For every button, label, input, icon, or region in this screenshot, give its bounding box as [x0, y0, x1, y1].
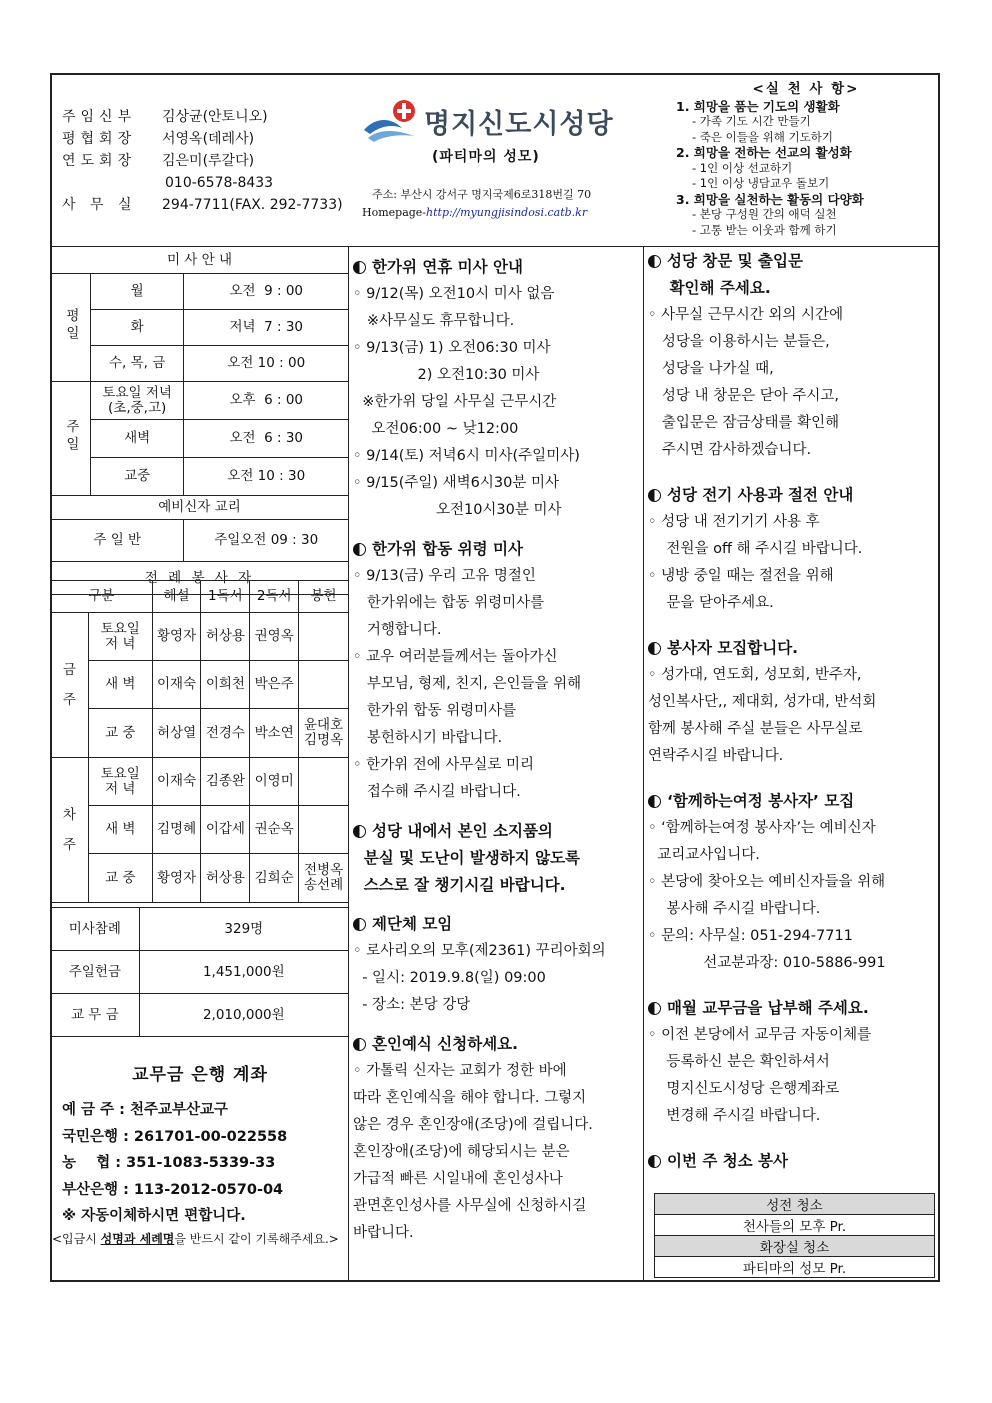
- mass-day: 토요일 저녁 (초,중,고): [90, 382, 184, 420]
- parish-patron: (파티마의 성모): [432, 149, 540, 165]
- section-line: 명지신도시성당 은행계좌로: [648, 1081, 840, 1097]
- section-line: 연락주시길 바랍니다.: [648, 748, 784, 764]
- section-line: ◦ 로사리오의 모후(제2361) 꾸리아회의: [353, 943, 606, 959]
- section-line: 변경해 주시길 바랍니다.: [648, 1108, 821, 1124]
- half-circle-bullet-icon: [648, 1155, 661, 1168]
- mass-time: 오전 6 : 30: [184, 420, 349, 458]
- mass-schedule-table: [50, 246, 349, 595]
- mass-time: 오후 6 : 00: [184, 382, 349, 420]
- staff-role: 사 무 실: [62, 197, 137, 213]
- practice-subitem: - 고통 받는 이웃과 함께 하기: [692, 222, 837, 237]
- section-line: ◦ 이전 본당에서 교무금 자동이체를: [648, 1027, 872, 1043]
- liturgy-cell: 허상용: [201, 613, 250, 661]
- bank-row: 농 협 : 351-1083-5339-33: [62, 1155, 276, 1171]
- half-circle-bullet-icon: [648, 1002, 661, 1015]
- section-heading-text: 제단체 모임: [372, 915, 453, 933]
- half-circle-bullet-icon: [648, 255, 661, 268]
- staff-name: 서영옥(데레사): [162, 131, 255, 147]
- section-line: ◦ 냉방 중일 때는 절전을 위해: [648, 568, 834, 584]
- mass-title: 미 사 안 내: [51, 247, 349, 274]
- stat-label: 주일헌금: [51, 951, 140, 994]
- section-line: 관면혼인성사를 사무실에 신청하시길: [353, 1198, 587, 1214]
- section-line: 전원을 off 해 주시길 바랍니다.: [648, 541, 863, 557]
- cleaning-cell: 성전 청소: [655, 1194, 935, 1215]
- half-circle-bullet-icon: [648, 642, 661, 655]
- half-circle-bullet-icon: [648, 795, 661, 808]
- section-heading: [353, 254, 641, 281]
- liturgy-cell: [299, 806, 349, 854]
- section-heading-text: 봉사자 모집합니다.: [667, 639, 799, 657]
- section-line: ※한가위 당일 사무실 근무시간: [353, 394, 557, 410]
- cleaning-table: [654, 1193, 935, 1278]
- liturgy-group-label: 차 주: [51, 758, 89, 903]
- bank-note-bold: 성명과 세례명: [100, 1231, 175, 1246]
- mass-time: 오전 10 : 30: [184, 458, 349, 496]
- sunday-label: 주일: [62, 419, 79, 454]
- section-heading-text: 성당 창문 및 출입문: [667, 252, 803, 270]
- mass-day: 화: [90, 310, 184, 346]
- staff-role: 평협회장: [62, 131, 137, 147]
- half-circle-bullet-icon: [353, 825, 366, 838]
- section-heading: [648, 995, 938, 1022]
- bank-account-block: [52, 1040, 348, 1247]
- section-line: 2) 오전10:30 미사: [353, 367, 540, 383]
- staff-name: 김상균(안토니오): [162, 109, 268, 125]
- stat-value: 1,451,000원: [139, 951, 348, 994]
- section-line: ◦ 본당에 찾아오는 예비신자들을 위해: [648, 874, 886, 890]
- liturgy-mass-type: 교 중: [88, 709, 152, 758]
- section-line: 접수해 주시길 바랍니다.: [353, 784, 521, 800]
- liturgy-cell: 전병옥 송선례: [299, 854, 349, 903]
- catechumen-title: 예비신자 교리: [51, 496, 349, 520]
- liturgy-group-label: 금 주: [51, 613, 89, 758]
- stat-value: 329명: [139, 908, 348, 951]
- staff-row: [62, 128, 343, 150]
- staff-role: 연도회장: [62, 153, 137, 169]
- stat-label: 미사참례: [51, 908, 140, 951]
- liturgy-cell: 이갑세: [201, 806, 250, 854]
- section-heading: [353, 818, 641, 845]
- section-heading: [353, 911, 641, 938]
- section-line: ◦ 9/13(금) 우리 고유 명절인: [353, 568, 536, 584]
- section-heading: [648, 788, 938, 815]
- stat-value: 2,010,000원: [139, 994, 348, 1037]
- section-line: 가급적 빠른 시일내에 혼인성사나: [353, 1171, 563, 1187]
- practice-subitem: - 가족 기도 시간 만들기: [692, 114, 811, 128]
- staff-row: [62, 172, 343, 194]
- section-heading: [353, 1031, 641, 1058]
- mass-day: 월: [90, 274, 184, 310]
- liturgy-cell: 황영자: [152, 854, 201, 903]
- liturgy-cell: 전경수: [201, 709, 250, 758]
- liturgy-mass-type: 토요일 저 녁: [88, 758, 152, 806]
- right-column: [648, 248, 938, 1175]
- bank-row: 부산은행 : 113-2012-0570-04: [62, 1181, 284, 1198]
- staff-row: [62, 106, 343, 128]
- staff-row: [62, 150, 343, 172]
- catechumen-time: 주일오전 09 : 30: [184, 520, 349, 562]
- liturgy-header: 봉헌: [299, 581, 349, 613]
- practice-list: [676, 82, 936, 238]
- section-line: ◦ 9/12(목) 오전10시 미사 없음: [353, 286, 555, 302]
- mass-day: 수, 목, 금: [90, 346, 184, 382]
- liturgy-cell: 황영자: [152, 613, 201, 661]
- section-heading-text: 성당 내에서 본인 소지품의: [372, 822, 553, 840]
- section-line: ◦ 성당 내 전기기기 사용 후: [648, 514, 820, 530]
- section-line: 성당을 나가실 때,: [648, 361, 774, 377]
- practice-item: 3. 희망을 실천하는 활동의 다양화: [676, 191, 864, 207]
- section-heading-text: 한가위 연휴 미사 안내: [372, 258, 523, 276]
- section-line: ◦ 성가대, 연도회, 성모회, 반주자,: [648, 667, 862, 683]
- section-line: 성당 내 창문은 닫아 주시고,: [648, 388, 839, 404]
- section-heading: [648, 248, 938, 275]
- section-heading-text: 매월 교무금을 납부해 주세요.: [667, 999, 869, 1017]
- bank-note-suffix: 을 반드시 같이 기록해주세요.>: [174, 1231, 339, 1246]
- column-divider-2: [643, 246, 644, 1282]
- liturgy-mass-type: 새 벽: [88, 806, 152, 854]
- liturgy-cell: 이영미: [250, 758, 299, 806]
- section-line: 선교분과장: 010-5886-991: [648, 955, 886, 971]
- liturgy-cell: 김종완: [201, 758, 250, 806]
- mass-time: 저녁 7 : 30: [184, 310, 349, 346]
- section-heading: [648, 482, 938, 509]
- liturgy-cell: 이재숙: [152, 661, 201, 709]
- practice-subitem: - 죽은 이들을 위해 기도하기: [692, 129, 833, 144]
- section-line: 성당을 이용하시는 분들은,: [648, 334, 830, 350]
- section-line: 함께 봉사해 주실 분들은 사무실로: [648, 721, 863, 737]
- liturgy-mass-type: 새 벽: [88, 661, 152, 709]
- section-heading-text: ‘함께하는여정 봉사자’ 모집: [667, 792, 855, 810]
- half-circle-bullet-icon: [353, 1038, 366, 1051]
- staff-role: 주임신부: [62, 109, 137, 125]
- homepage-line: [362, 206, 587, 219]
- section-line: 등록하신 분은 확인하셔서: [648, 1054, 830, 1070]
- liturgy-title: 전 례 봉 사 자: [51, 562, 349, 595]
- stats-table: [50, 907, 349, 1037]
- section-line: - 일시: 2019.9.8(일) 09:00: [353, 970, 546, 986]
- section-line: ◦ 9/15(주일) 새벽6시30분 미사: [353, 475, 559, 491]
- section-line: 따라 혼인예식을 해야 합니다. 그렇지: [353, 1090, 587, 1106]
- liturgy-cell: 박소연: [250, 709, 299, 758]
- liturgy-cell: 김명혜: [152, 806, 201, 854]
- mass-day: 교중: [90, 458, 184, 496]
- section-heading-line: 확인해 주세요.: [648, 279, 771, 297]
- cleaning-cell: 천사들의 모후 Pr.: [655, 1215, 935, 1236]
- staff-list: [62, 106, 343, 216]
- liturgy-cell: 박은주: [250, 661, 299, 709]
- section-heading-text: 한가위 합동 위령 미사: [372, 540, 523, 558]
- section-line: ◦ 교우 여러분들께서는 돌아가신: [353, 649, 558, 665]
- section-line: 거행합니다.: [353, 622, 442, 638]
- section-line: 오전06:00 ~ 낮12:00: [353, 421, 519, 437]
- section-line: 혼인장애(조당)에 해당되시는 분은: [353, 1144, 570, 1160]
- cleaning-cell: 화장실 청소: [655, 1236, 935, 1257]
- section-line: ◦ 한가위 전에 사무실로 미리: [353, 757, 535, 773]
- section-line: - 장소: 본당 강당: [353, 997, 471, 1013]
- staff-name: 294-7711(FAX. 292-7733): [162, 197, 343, 213]
- practice-item: 1. 희망을 품는 기도의 생활화: [676, 98, 840, 114]
- liturgy-header: 해설: [152, 581, 201, 613]
- parish-address: 주소: 부산시 강서구 명지국제6로318번길 70: [372, 188, 592, 201]
- section-line: 출입문은 잠금상태를 확인해: [648, 415, 840, 431]
- parish-logo-icon: [362, 98, 424, 144]
- section-heading: [353, 536, 641, 563]
- liturgy-header: 2독서: [250, 581, 299, 613]
- bank-title: 교무금 은행 계좌: [132, 1065, 268, 1085]
- section-line: 부모님, 형제, 친지, 은인들을 위해: [353, 676, 582, 692]
- section-line: ◦ ‘함께하는여정 봉사자’는 예비신자: [648, 820, 876, 836]
- section-heading-text: 이번 주 청소 봉사: [667, 1152, 789, 1170]
- liturgy-cell: 김희순: [250, 854, 299, 903]
- section-heading: [648, 635, 938, 662]
- section-line: 봉사해 주시길 바랍니다.: [648, 901, 821, 917]
- section-line: 바랍니다.: [353, 1225, 414, 1241]
- liturgy-cell: 허상열: [152, 709, 201, 758]
- liturgy-cell: [299, 613, 349, 661]
- liturgy-header: 구분: [51, 581, 153, 613]
- liturgy-cell: 이희천: [201, 661, 250, 709]
- bank-row: 국민은행 : 261701-00-022558: [62, 1128, 288, 1145]
- section-line: ◦ 사무실 근무시간 외의 시간에: [648, 307, 844, 323]
- liturgy-mass-type: 토요일 저 녁: [88, 613, 152, 661]
- practice-subitem: - 1인 이상 냉담교우 돌보기: [692, 176, 830, 190]
- liturgy-cell: 허상용: [201, 854, 250, 903]
- parish-name: 명지신도시성당: [424, 109, 614, 140]
- bank-row: 예 금 주 : 천주교부산교구: [62, 1102, 229, 1118]
- section-line: ◦ 문의: 사무실: 051-294-7711: [648, 928, 853, 944]
- section-heading-line: 스스로 잘 챙기시길 바랍니다.: [353, 876, 566, 894]
- liturgy-cell: 권순옥: [250, 806, 299, 854]
- section-line: 않은 경우 혼인장애(조당)에 걸립니다.: [353, 1117, 593, 1133]
- practice-subitem: - 1인 이상 선교하기: [692, 160, 793, 175]
- bank-note-prefix: <입금시: [52, 1231, 101, 1246]
- practice-subitem: - 본당 구성원 간의 애덕 실천: [692, 207, 837, 221]
- section-line: 주시면 감사하겠습니다.: [648, 442, 812, 458]
- liturgy-cell: 권영옥: [250, 613, 299, 661]
- half-circle-bullet-icon: [353, 261, 366, 274]
- liturgy-cell: [299, 758, 349, 806]
- half-circle-bullet-icon: [648, 489, 661, 502]
- mass-time: 오전 9 : 00: [184, 274, 349, 310]
- section-heading: [648, 1148, 938, 1175]
- section-line: 교리교사입니다.: [648, 847, 760, 863]
- middle-column: [353, 254, 641, 1247]
- half-circle-bullet-icon: [353, 543, 366, 556]
- section-line: 봉헌하시기 바랍니다.: [353, 730, 503, 746]
- liturgy-mass-type: 교 중: [88, 854, 152, 903]
- cleaning-cell: 파티마의 성모 Pr.: [655, 1257, 935, 1278]
- staff-row: [62, 194, 343, 216]
- section-line: 한가위 합동 위령미사를: [353, 703, 517, 719]
- stat-label: 교 무 금: [51, 994, 140, 1037]
- staff-role: [62, 172, 162, 194]
- homepage-link[interactable]: http://myungjisindosi.catb.kr: [426, 206, 588, 219]
- section-line: ◦ 가톨릭 신자는 교회가 정한 바에: [353, 1063, 567, 1079]
- liturgy-cell: 윤대호 김명옥: [299, 709, 349, 758]
- homepage-label: Homepage-: [362, 206, 427, 219]
- staff-name: 김은미(루갈다): [162, 153, 255, 169]
- bank-note: [52, 1232, 348, 1247]
- section-line: ◦ 9/13(금) 1) 오전06:30 미사: [353, 340, 551, 356]
- section-heading-line: 분실 및 도난이 발생하지 않도록: [353, 849, 581, 867]
- section-line: ※사무실도 휴무합니다.: [353, 313, 515, 329]
- section-line: 성인복사단,, 제대회, 성가대, 반석회: [648, 694, 877, 710]
- section-line: 한가위에는 합동 위령미사를: [353, 595, 545, 611]
- weekday-label: 평일: [62, 308, 79, 343]
- staff-name: 010-6578-8433: [165, 175, 274, 191]
- liturgy-cell: 이재숙: [152, 758, 201, 806]
- mass-day: 새벽: [90, 420, 184, 458]
- practice-item: 2. 희망을 전하는 선교의 활성화: [676, 145, 852, 160]
- liturgy-table: [50, 580, 349, 903]
- section-heading-text: 성당 전기 사용과 절전 안내: [667, 486, 854, 504]
- half-circle-bullet-icon: [353, 918, 366, 931]
- section-line: 문을 닫아주세요.: [648, 595, 774, 611]
- section-heading-text: 혼인예식 신청하세요.: [372, 1035, 519, 1053]
- bank-row: ※ 자동이체하시면 편합니다.: [62, 1208, 246, 1224]
- section-line: ◦ 9/14(토) 저녁6시 미사(주일미사): [353, 448, 580, 464]
- practice-title: <실 천 사 항>: [752, 81, 860, 97]
- mass-time: 오전 10 : 00: [184, 346, 349, 382]
- liturgy-header: 1독서: [201, 581, 250, 613]
- catechumen-label: 주 일 반: [51, 520, 184, 562]
- section-line: 오전10시30분 미사: [353, 502, 562, 518]
- liturgy-cell: [299, 661, 349, 709]
